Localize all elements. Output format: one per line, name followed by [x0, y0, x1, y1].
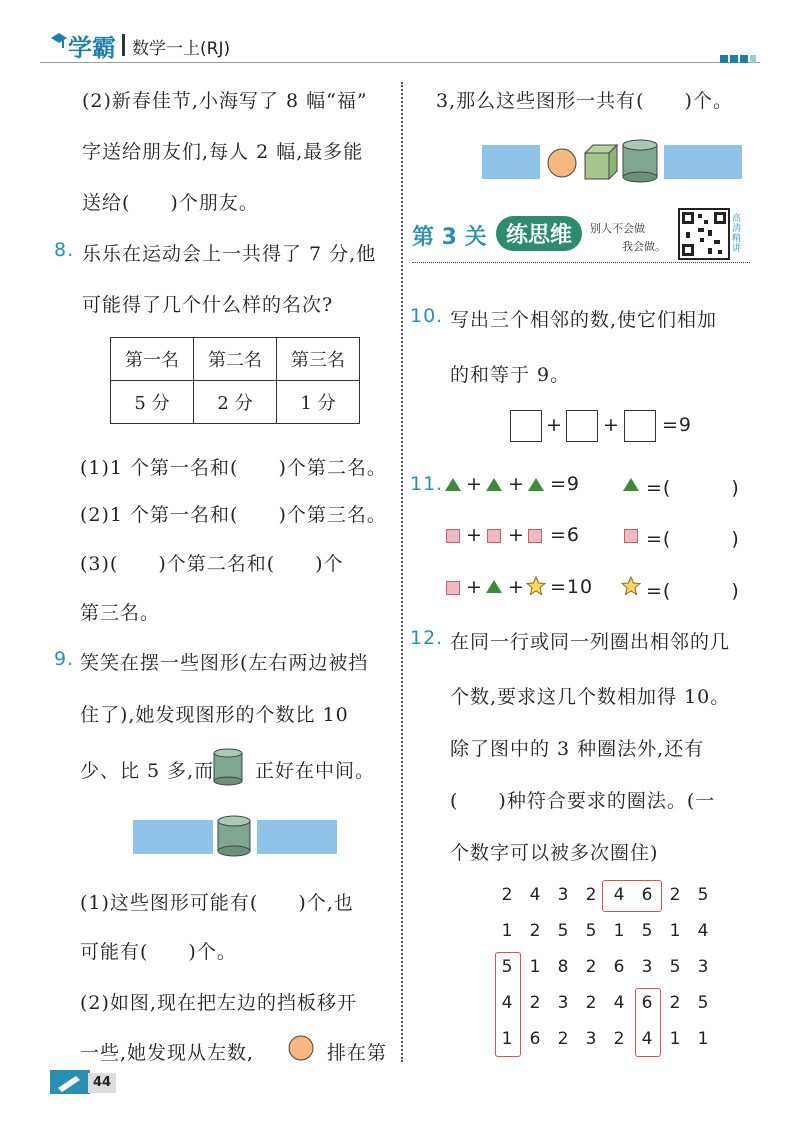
q11-row3-result: =10: [550, 576, 594, 598]
ball-shape-icon: [546, 147, 578, 179]
grid-cell: 4: [613, 885, 625, 905]
header-rule: [40, 62, 760, 63]
grid-cell: 6: [641, 885, 653, 905]
slogan-line1: 别人不会做: [590, 222, 645, 235]
grid-cell: 8: [557, 957, 569, 977]
circle-group-row: [602, 880, 662, 912]
square-icon: [446, 529, 460, 543]
cylinder-center-icon: [217, 815, 251, 857]
q8-line1: 乐乐在运动会上一共得了 7 分,他: [82, 243, 377, 265]
column-divider: [401, 82, 403, 1062]
q11-row3-op2: +: [508, 576, 525, 598]
brand-title: 学霸: [68, 34, 116, 62]
grid-cell: 4: [501, 993, 513, 1013]
q9-line2: 住了),她发现图形的个数比 10: [80, 704, 349, 726]
grid-cell: 2: [669, 993, 681, 1013]
q12-line3: 除了图中的 3 种圈法外,还有: [450, 738, 705, 760]
level-label: 第 3 关: [412, 225, 487, 250]
score-header-2: 第二名: [194, 338, 277, 381]
number-grid: [492, 885, 732, 1065]
level-title: 练思维: [496, 216, 582, 251]
header: [40, 26, 760, 66]
ball-icon: [287, 1034, 315, 1062]
q11-row1-op1: +: [466, 473, 483, 495]
grid-cell: 1: [669, 1029, 681, 1049]
right-screen-right: [664, 145, 742, 179]
grid-cell: 1: [529, 957, 541, 977]
q11-row2-op1: +: [466, 524, 483, 546]
left-screen-right: [257, 820, 337, 854]
grid-cell: 3: [697, 957, 709, 977]
q11-row3-answer: =( ): [646, 580, 740, 602]
q12-line4: ( )种符合要求的圈法。(一: [450, 790, 716, 812]
q9-sub2b-b: 排在第: [327, 1042, 388, 1064]
score-header-1: 第一名: [111, 338, 194, 381]
square-icon: [446, 581, 460, 595]
grid-cell: 6: [641, 993, 653, 1013]
q11-row2-op2: +: [508, 524, 525, 546]
q11-row1-op2: +: [508, 473, 525, 495]
grid-cell: 5: [557, 921, 569, 941]
grid-cell: 2: [585, 993, 597, 1013]
q11-number: 11.: [410, 473, 444, 495]
grid-cell: 2: [529, 921, 541, 941]
grid-cell: 1: [613, 921, 625, 941]
cylinder-shape-icon: [622, 139, 658, 183]
q9-line3b: 正好在中间。: [255, 760, 376, 782]
grid-cell: 3: [557, 993, 569, 1013]
triangle-icon: [486, 580, 502, 593]
grid-cell: 6: [529, 1029, 541, 1049]
score-table: [110, 337, 360, 424]
q9-top-line: 3,那么这些图形一共有( )个。: [436, 90, 733, 112]
q7-2-line3: 送给( )个朋友。: [82, 192, 259, 214]
grid-cell: 5: [585, 921, 597, 941]
qr-code-icon[interactable]: [678, 208, 730, 260]
square-icon: [487, 529, 501, 543]
grid-cell: 1: [501, 1029, 513, 1049]
qr-label: 高清精讲: [732, 214, 742, 254]
score-header-3: 第三名: [277, 338, 360, 381]
grid-cell: 5: [669, 957, 681, 977]
q7-2-line1: (2)新春佳节,小海写了 8 幅“福”: [82, 90, 368, 112]
q10-box3[interactable]: [624, 410, 656, 442]
q10-plus1: +: [546, 414, 563, 436]
triangle-icon: [486, 478, 502, 491]
header-divider: [122, 34, 125, 56]
level-banner: [412, 212, 752, 272]
brand-icon: [48, 30, 70, 56]
q11-row2-result: =6: [550, 524, 581, 546]
score-value-2: 2 分: [194, 381, 277, 424]
q8-number: 8.: [54, 239, 75, 261]
q12-number: 12.: [410, 627, 444, 649]
grid-cell: 5: [697, 885, 709, 905]
right-screen-left: [482, 145, 540, 179]
q8-sub3a: (3)( )个第二名和( )个: [80, 553, 344, 575]
grid-cell: 1: [669, 921, 681, 941]
slogan-line2: 我会做。: [622, 240, 666, 253]
grid-cell: 4: [529, 885, 541, 905]
score-table-value-row: [111, 381, 360, 424]
grid-cell: 1: [501, 921, 513, 941]
q9-sub1b: 可能有( )个。: [80, 941, 237, 963]
q10-line1: 写出三个相邻的数,使它们相加: [450, 309, 718, 331]
circle-group-col-left: [495, 952, 521, 1057]
score-table-header-row: [111, 338, 360, 381]
q8-sub3b: 第三名。: [80, 602, 161, 624]
q9-sub2a: (2)如图,现在把左边的挡板移开: [80, 992, 357, 1014]
pencil-icon: [50, 1070, 90, 1094]
q8-line2: 可能得了几个什么样的名次?: [82, 294, 334, 316]
q10-line2: 的和等于 9。: [450, 364, 571, 386]
grid-cell: 6: [613, 957, 625, 977]
grid-cell: 2: [557, 1029, 569, 1049]
grid-cell: 2: [585, 957, 597, 977]
header-deco-icon: [720, 48, 760, 56]
cube-icon: [583, 143, 619, 181]
score-value-1: 5 分: [111, 381, 194, 424]
q11-row1-result: =9: [550, 473, 581, 495]
grid-cell: 3: [641, 957, 653, 977]
header-subtitle: 数学一上(RJ): [132, 39, 231, 59]
square-icon: [528, 529, 542, 543]
q9-sub2b-a: 一些,她发现从左数,: [80, 1042, 255, 1064]
grid-cell: 2: [613, 1029, 625, 1049]
q9-line1: 笑笑在摆一些图形(左右两边被挡: [80, 652, 369, 674]
q10-box1[interactable]: [510, 410, 542, 442]
q12-line5: 个数字可以被多次圈住): [450, 842, 659, 864]
q11-row1-answer: =( ): [646, 477, 740, 499]
q10-plus2: +: [603, 414, 620, 436]
score-value-3: 1 分: [277, 381, 360, 424]
q10-box2[interactable]: [566, 410, 598, 442]
q10-result: =9: [662, 414, 693, 436]
q12-line1: 在同一行或同一列圈出相邻的几: [450, 631, 731, 653]
grid-cell: 4: [613, 993, 625, 1013]
left-screen-left: [133, 820, 213, 854]
q9-sub1a: (1)这些图形可能有( )个,也: [80, 892, 354, 914]
q9-line3a: 少、比 5 多,而: [80, 760, 215, 782]
grid-cell: 2: [501, 885, 513, 905]
q12-line2: 个数,要求这几个数相加得 10。: [450, 686, 731, 708]
star-icon: [526, 576, 546, 596]
grid-cell: 5: [641, 921, 653, 941]
grid-cell: 5: [697, 993, 709, 1013]
grid-cell: 2: [669, 885, 681, 905]
q11-row2-answer: =( ): [646, 528, 740, 550]
grid-cell: 2: [585, 885, 597, 905]
q9-number: 9.: [54, 648, 75, 670]
grid-cell: 3: [557, 885, 569, 905]
circle-group-col-mid: [635, 988, 661, 1057]
grid-cell: 5: [501, 957, 513, 977]
square-icon: [624, 529, 638, 543]
star-icon: [621, 576, 641, 596]
q8-sub2: (2)1 个第一名和( )个第三名。: [80, 504, 387, 526]
grid-cell: 4: [641, 1029, 653, 1049]
q7-2-line2: 字送给朋友们,每人 2 幅,最多能: [82, 141, 364, 163]
triangle-icon: [623, 478, 639, 491]
triangle-icon: [445, 478, 461, 491]
grid-cell: 2: [529, 993, 541, 1013]
q11-row3-op1: +: [466, 576, 483, 598]
q10-number: 10.: [410, 305, 444, 327]
grid-cell: 3: [585, 1029, 597, 1049]
grid-cell: 4: [697, 921, 709, 941]
level-dotted-rule: [412, 262, 750, 263]
q8-sub1: (1)1 个第一名和( )个第二名。: [80, 457, 387, 479]
triangle-icon: [528, 478, 544, 491]
cylinder-icon: [213, 748, 243, 786]
page-number: 44: [88, 1073, 116, 1093]
grid-cell: 1: [697, 1029, 709, 1049]
